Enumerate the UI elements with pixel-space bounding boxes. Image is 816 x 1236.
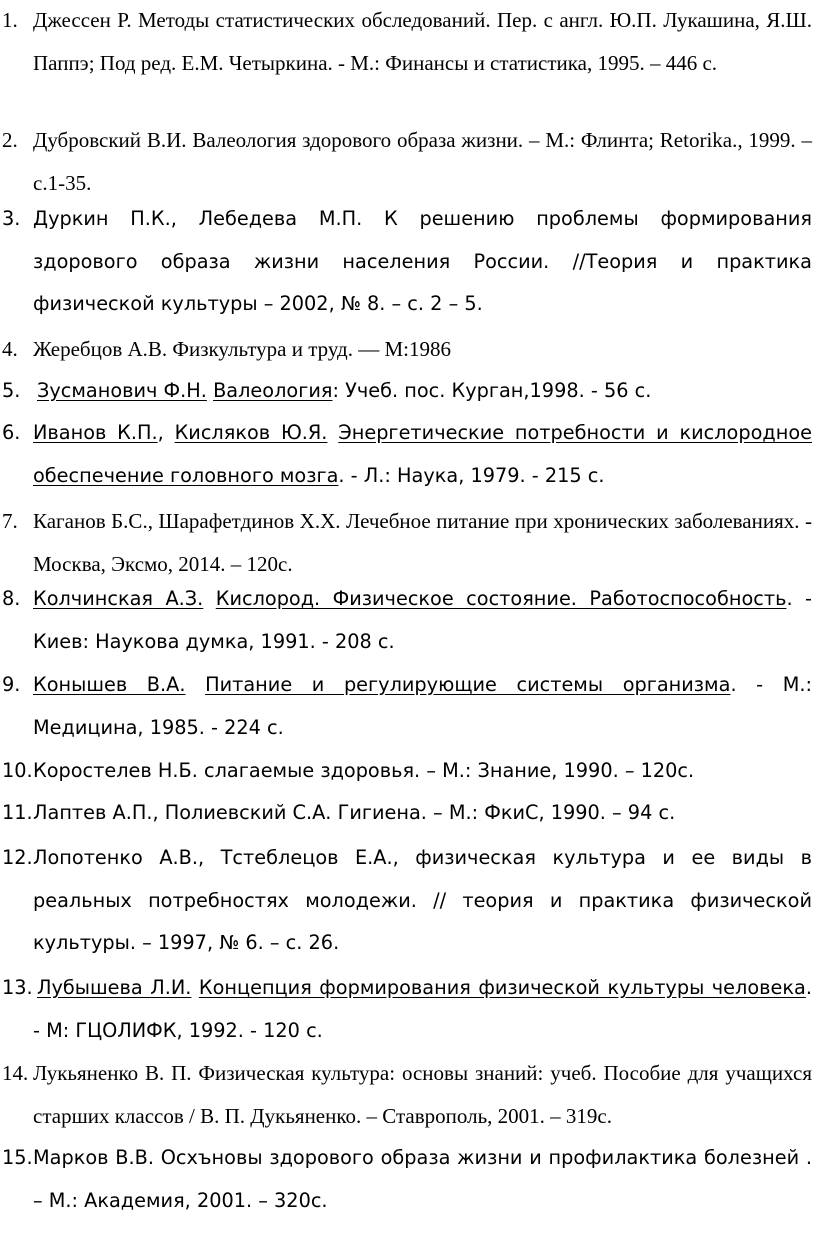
reference-underlined-segment: Кислород. Физическое состояние. Работоспособность [215,587,787,610]
reference-segment: Марков В.В. Осхъновы здорового образа жизни и профилактика болезней . – М.: Академия, 2001. – 320с. [33,1146,812,1212]
reference-segment [327,421,338,444]
reference-text [33,1052,812,1137]
reference-segment: Лопотенко А.В., Тстеблецов Е.А., физическая культура и ее виды в реальных потребностях молодежи. // теория и практика физической культуры. – 1997, № 6. – с. 26. [33,846,812,955]
reference-segment: , [157,421,175,444]
reference-segment: . - Л.: Наука, 1979. - 215 с. [338,463,605,487]
reference-number: 6. [2,421,21,444]
reference-segment [203,587,215,610]
reference-segment: Коростелев Н.Б. слагаемые здоровья. – М.: Знание, 1990. – 120с. [33,759,695,782]
reference-segment: Дуркин П.К., Лебедева М.П. К решению проблемы формирования здорового образа жизни населения России. //Теория и практика физической культуры – 2002, № 8. – с. 2 – 5. [33,207,812,316]
reference-underlined-segment: Колчинская А.З. [33,587,204,610]
reference-underlined-segment: Концепция формирования физической культуры человека [198,976,806,999]
reference-number: 9. [2,673,21,696]
reference-text [33,967,812,1052]
reference-number: 2. [2,128,18,152]
reference-underlined-segment: Кисляков Ю.Я. [174,421,328,444]
reference-text [33,119,812,204]
reference-segment: . - М: ГЦОЛИФК, 1992. - 120 с. [33,976,812,1042]
reference-segment: Джессен Р. Методы статистических обследований. Пер. с англ. Ю.П. Лукашина, Я.Ш. Паппэ; Под ред. Е.М. Четыркина. - М.: Финансы и статистика, 1995. – 446 с. [33,8,812,75]
reference-segment: . - Киев: Наукова думка, 1991. - 208 с. [33,587,812,653]
reference-segment: Лаптев А.П., Полиевский С.А. Гигиена. – М.: ФкиС, 1990. – 94 с. [33,801,676,824]
reference-number: 3. [2,207,21,230]
reference-segment [185,673,205,696]
reference-number: 7. [2,509,18,533]
reference-number: 15. [2,1146,33,1169]
reference-underlined-segment: Иванов К.П. [33,421,158,444]
reference-text [33,500,812,585]
reference-underlined-segment: Питание и регулирующие системы организма [205,673,731,696]
reference-number: 1. [2,8,18,32]
reference-text [33,750,812,793]
reference-underlined-segment: Конышев В.А. [33,673,186,696]
reference-segment [191,976,199,999]
reference-text [33,1137,812,1222]
reference-number: 8. [2,587,21,610]
reference-text [33,412,812,497]
reference-text [33,0,812,84]
reference-underlined-segment: Зусманович Ф.Н. [37,379,207,402]
reference-segment: Дубровский В.И. Валеология здорового образа жизни. – М.: Флинта; Retorika., 1999. – с.1-35. [33,128,812,195]
reference-text [33,198,812,326]
reference-text [33,837,812,965]
reference-segment: Жеребцов А.В. Физкультура и труд. –– М:1986 [33,337,452,361]
reference-number: 13. [2,976,33,999]
reference-text [33,664,812,749]
reference-number: 10. [2,759,33,782]
reference-text [33,370,812,413]
reference-text [33,328,812,371]
reference-number: 12. [2,846,33,869]
reference-number: 14. [2,1061,29,1085]
reference-segment: . - М.: Медицина, 1985. - 224 с. [33,673,813,739]
reference-underlined-segment: Валеология [213,379,333,402]
reference-text [33,578,812,663]
reference-number: 11. [2,801,33,824]
reference-number: 5. [2,379,21,402]
reference-segment: : Учеб. пос. Курган,1998. - 56 с. [332,379,652,402]
reference-segment: Каганов Б.С., Шарафетдинов Х.Х. Лечебное питание при хронических заболеваниях. - Москва, Эксмо, 2014. – 120с. [33,509,812,576]
reference-number: 4. [2,337,18,361]
reference-underlined-segment: Лубышева Л.И. [37,976,192,999]
reference-segment: Лукьяненко В. П. Физическая культура: основы знаний: учеб. Пособие для учащихся старших классов / В. П. Дукьяненко. – Ставрополь, 2001. – 319с. [33,1061,812,1128]
reference-text [33,792,812,835]
reference-underlined-segment: Энергетические потребности и кислородное обеспечение головного мозга [33,421,812,487]
